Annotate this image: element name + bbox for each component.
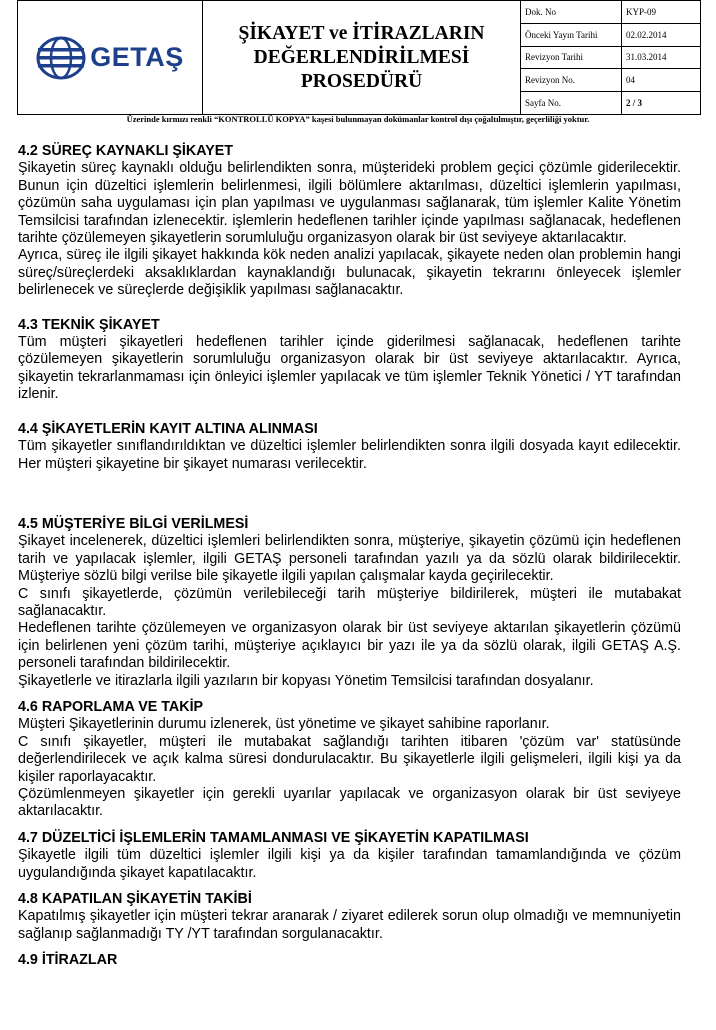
- section-heading: 4.3 TEKNİK ŞİKAYET: [18, 316, 160, 333]
- section-4-3: [18, 317, 681, 404]
- section-4-4: [18, 421, 681, 473]
- paragraph: C sınıfı şikayetlerde, çözümün verilebileceği tarih müşteriye bildirilerek, müşteri ile mutabakat sağlanacaktır.: [18, 585, 681, 619]
- meta-value: 31.03.2014: [622, 46, 701, 69]
- paragraph: C sınıfı şikayetler, müşteri ile mutabakat sağlandığı tarihten itibaren 'çözüm var' statüsünde değerlendirilecek ve açık kalma süresi dondurulacaktır. Bu şikayetlerle ilgili gelişmeleri, ilgili kişi ya da kişiler raporlayacaktır.: [18, 733, 681, 785]
- meta-key: Sayfa No.: [521, 92, 622, 115]
- title-line: PROSEDÜRÜ: [300, 70, 423, 92]
- section-4-5: [18, 516, 681, 690]
- paragraph: Şikayet incelenerek, düzeltici işlemleri belirlendikten sonra, müşteriye, şikayetin çözümü için hedeflenen tarih ve yapılacak işlemler, ilgili GETAŞ personeli tarafından yazılı ya da sözlü olarak bildirilecektir. Müşteriye sözlü bilgi verilse bile şikayetle ilgili yapılan çalışmalar kayda geçirilecektir.: [18, 533, 681, 585]
- paragraph: Tüm şikayetler sınıflandırıldıktan ve düzeltici işlemler belirlendikten sonra ilgili dosyada kayıt edilecektir. Her müşteri şikayetine bir şikayet numarası verilecektir.: [18, 438, 681, 472]
- meta-key: Önceki Yayın Tarihi: [521, 23, 622, 46]
- paragraph: Çözümlenmeyen şikayetler için gerekli uyarılar yapılacak ve organizasyon olarak bir üst seviyeye aktarılacaktır.: [18, 786, 681, 820]
- paragraph: Müşteri Şikayetlerinin durumu izlenerek, üst yönetime ve şikayet sahibine raporlanır.: [18, 716, 550, 733]
- section-4-6: [18, 699, 681, 821]
- section-heading: 4.2 SÜREÇ KAYNAKLI ŞİKAYET: [18, 143, 234, 159]
- paragraph: Tüm müşteri şikayetleri hedeflenen tarihler içinde giderilmesi sağlanacak, hedeflenen tarihte çözülemeyen şikayetlerin sorumluluğu organizasyon olarak bir üst seviyeye aktarılacaktır. Ayrıca, şikayetin tekrarlanmaması için önleyici işlemler yapılacak ve tüm işlemler Teknik Yönetici / YT tarafından izlenir.: [18, 334, 681, 403]
- company-logo: [18, 1, 202, 114]
- meta-value: 04: [622, 69, 701, 92]
- section-heading: 4.4 ŞİKAYETLERİN KAYIT ALTINA ALINMASI: [18, 420, 318, 437]
- title-line: DEĞERLENDİRİLMESİ: [253, 46, 470, 68]
- meta-key: Dok. No: [521, 1, 622, 24]
- paragraph: Ayrıca, süreç ile ilgili şikayet hakkında kök neden analizi yapılacak, şikayete neden olan problemin hangi süreç/süreçlerdeki aksaklıklardan kaynaklandığı bulunacak, şikayetin tekrarını önleyecek işlemler belirlenecek ve süreçlerde değişiklik yapılması sağlanacaktır.: [18, 247, 681, 299]
- document-header: [17, 0, 701, 115]
- meta-value: KYP-09: [622, 1, 701, 24]
- controlled-copy-note: Üzerinde kırmızı renkli “KONTROLLÜ KOPYA” kaşesi bulunmayan dokümanlar kontrol dışı çoğaltılmıştır, geçerliliği yoktur.: [126, 114, 590, 124]
- section-4-9: [18, 952, 681, 969]
- document-body: [18, 143, 681, 970]
- globe-icon: [36, 36, 86, 80]
- meta-key: Revizyon Tarihi: [521, 46, 622, 69]
- section-heading: 4.8 KAPATILAN ŞİKAYETİN TAKİBİ: [18, 891, 252, 908]
- paragraph: Hedeflenen tarihte çözülemeyen ve organizasyon olarak bir üst seviyeye aktarılan şikayetlerin çözümü için belirlenen yeni çözüm tarihi, müşteriye açıklayıcı bir yazı ile ya da sözlü olarak, ilgili GETAŞ A.Ş. personeli tarafından bildirilecektir.: [18, 620, 681, 672]
- meta-value: 02.02.2014: [622, 23, 701, 46]
- paragraph: Şikayetlerle ve itirazlarla ilgili yazıların bir kopyası Yönetim Temsilcisi tarafından dosyalanır.: [18, 672, 594, 689]
- section-4-7: [18, 830, 681, 882]
- page-number: 2 / 3: [622, 92, 701, 115]
- document-title: [203, 1, 521, 115]
- paragraph: Şikayetin süreç kaynaklı olduğu belirlendikten sonra, müşterideki problem geçici çözümle giderilecektir. Bunun için düzeltici işlemlerin belirlenmesi, ilgili bölümlere aktarılması, düzeltici işlemlerin yapılması, çözümün saha uygulaması için plan yapılması ve uygulanması sağlanarak, tüm işlemler Kalite Yönetim Temsilcisi tarafından izlenecektir. işlemlerin hedeflenen tarihler içinde yapılması sağlanacak, hedeflenen tarihte çözülemeyen şikayetlerin sorumluluğu organizasyon olarak bir üst seviyeye aktarılacaktır.: [18, 160, 681, 247]
- section-4-2: [18, 143, 681, 300]
- logo-cell: [18, 1, 203, 115]
- section-heading: 4.9 İTİRAZLAR: [18, 952, 118, 969]
- section-heading: 4.7 DÜZELTİCİ İŞLEMLERİN TAMAMLANMASI VE ŞİKAYETİN KAPATILMASI: [18, 829, 529, 846]
- paragraph: Kapatılmış şikayetler için müşteri tekrar aranarak / ziyaret edilerek sorun olup olmadığı ve memnuniyetin sağlanıp sağlanmadığı TY /YT tarafından sorgulanacaktır.: [18, 908, 681, 942]
- paragraph: Şikayetle ilgili tüm düzeltici işlemler ilgili kişi ya da kişiler tarafından tamamlandığında ve çözüm uygulandığında şikayet kapatılacaktır.: [18, 847, 681, 881]
- title-line: ŞİKAYET ve İTİRAZLARIN: [238, 22, 485, 44]
- section-heading: 4.5 MÜŞTERİYE BİLGİ VERİLMESİ: [18, 515, 249, 532]
- section-4-8: [18, 891, 681, 943]
- section-heading: 4.6 RAPORLAMA VE TAKİP: [18, 698, 204, 715]
- meta-key: Revizyon No.: [521, 69, 622, 92]
- logo-text: GETAŞ: [90, 42, 184, 72]
